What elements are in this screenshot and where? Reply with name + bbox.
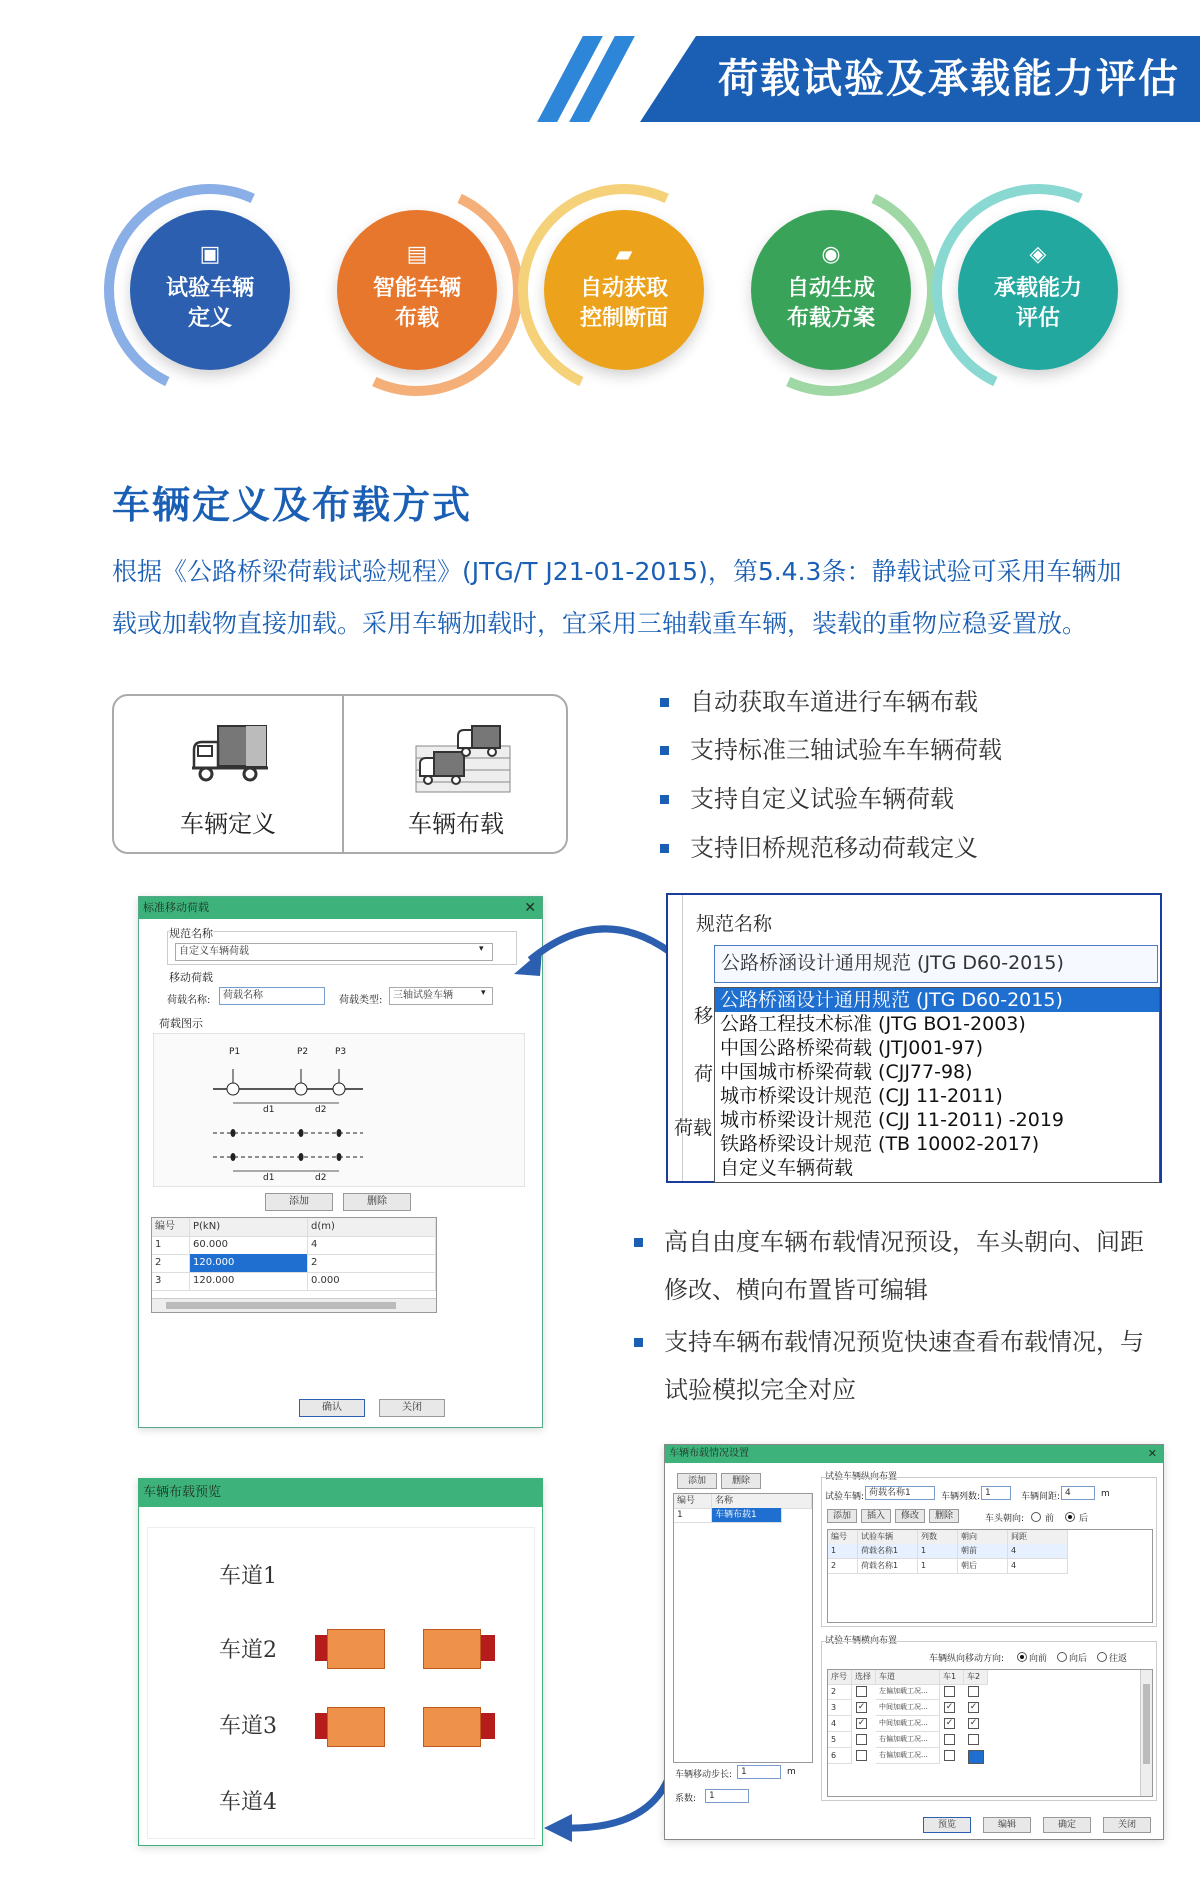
long-insert-button[interactable]: 插入: [861, 1509, 891, 1523]
vehicle-select[interactable]: 荷载名称1: [865, 1486, 935, 1500]
bullet-line: 试验模拟完全对应: [664, 1376, 856, 1404]
checkbox[interactable]: ✓: [857, 1702, 866, 1712]
table-cell: 5: [828, 1732, 852, 1748]
table-cell[interactable]: 右偏加载工况...: [876, 1748, 940, 1764]
dialog2-titlebar: [665, 1445, 1163, 1463]
checkbox[interactable]: [944, 1686, 955, 1697]
confirm-button[interactable]: 确认: [299, 1399, 365, 1417]
preview-canvas: [147, 1527, 535, 1839]
dropdown-option[interactable]: 城市桥梁设计规范 (CJJ 11-2011) -2019: [720, 1109, 1065, 1131]
table-header: 朝向: [958, 1530, 1008, 1545]
step-unit: m: [787, 1767, 796, 1777]
add-button[interactable]: 添加: [265, 1193, 333, 1211]
move-group-label: 移动荷载: [169, 971, 213, 984]
checkbox[interactable]: [968, 1686, 979, 1697]
load-type-select[interactable]: 三轴试验车辆: [389, 987, 493, 1005]
page-title: 荷载试验及承载能力评估: [718, 56, 1180, 102]
table-cell[interactable]: 1: [152, 1236, 190, 1255]
truck-icon: [188, 722, 270, 788]
table-header: 车道: [876, 1670, 940, 1685]
coef-label: 系数:: [675, 1794, 697, 1804]
spec-dropdown-window: [666, 893, 1162, 1183]
process-step: [958, 210, 1118, 370]
checkbox[interactable]: ✓: [969, 1702, 978, 1712]
table-header: 车1: [940, 1670, 964, 1685]
truck-body: [423, 1629, 481, 1669]
side-label: 移: [694, 1005, 714, 1027]
standard-load-dialog: [138, 896, 543, 1428]
checkbox[interactable]: [968, 1750, 984, 1764]
load-table: [151, 1217, 437, 1313]
bullet-item: 支持旧桥规范移动荷载定义: [690, 824, 978, 872]
users-icon: ◉: [821, 242, 841, 267]
move-both-radio[interactable]: [1097, 1652, 1107, 1662]
table-header: 间距: [1008, 1530, 1068, 1545]
loaded-trucks-icon: [414, 714, 514, 794]
long-delete-button[interactable]: 删除: [929, 1509, 959, 1523]
dialog2-title: 车辆布载情况设置: [669, 1448, 749, 1459]
checkbox[interactable]: [856, 1750, 867, 1761]
paragraph-line-2: 载或加载物直接加载。采用车辆加载时，宜采用三轴载重车辆，装载的重物应稳妥置放。: [112, 609, 1088, 638]
load-type-label: 荷载类型:: [339, 995, 383, 1006]
document-icon: ▤: [406, 242, 428, 267]
folder-icon: ▰: [615, 242, 633, 267]
process-step-label: 控制断面: [579, 306, 668, 331]
dialog-title: 标准移动荷载: [143, 901, 209, 914]
table-cell: 3: [828, 1700, 852, 1716]
side-label: 荷载: [674, 1117, 713, 1139]
table-header: P(kN): [190, 1218, 308, 1237]
bullet-line: 修改、横向布置皆可编辑: [664, 1276, 928, 1304]
bullet-item: [664, 1318, 1184, 1414]
load-preview-window: [138, 1478, 543, 1846]
close-button[interactable]: 关闭: [379, 1399, 445, 1417]
process-step: [751, 210, 911, 370]
table-cell[interactable]: 中间加载工况...: [876, 1700, 940, 1716]
spec-select[interactable]: 自定义车辆荷载: [175, 943, 493, 961]
chevron-down-icon: ▾: [479, 944, 484, 954]
dropdown-option[interactable]: 中国城市桥梁荷载 (CJJ77-98): [720, 1061, 973, 1083]
checkbox[interactable]: [944, 1750, 955, 1761]
bullet-line: 支持车辆布载情况预览快速查看布载情况，与: [664, 1328, 1144, 1356]
gap-unit: m: [1101, 1489, 1110, 1499]
clipboard-icon: ▣: [199, 242, 221, 267]
d1-label: d1: [263, 1105, 275, 1115]
table-cell[interactable]: 4: [1008, 1544, 1068, 1559]
spec-group-label: 规范名称: [169, 927, 213, 940]
process-step-label: 自动生成: [786, 276, 875, 301]
list-header: 编号: [674, 1494, 712, 1509]
preview-title: 车辆布载预览: [143, 1485, 222, 1500]
table-cell[interactable]: 朝后: [958, 1559, 1008, 1574]
load-name-label: 荷载名称:: [167, 995, 211, 1006]
grid-icon: ◈: [1029, 242, 1047, 267]
gap-input[interactable]: 4: [1061, 1486, 1095, 1500]
table-cell: 6: [828, 1748, 852, 1764]
table-header: 车2: [964, 1670, 988, 1685]
close-icon[interactable]: ✕: [524, 900, 536, 916]
direction-back-label: 后: [1079, 1514, 1089, 1524]
delete-config-button[interactable]: 删除: [721, 1473, 761, 1489]
table-header: 编号: [828, 1530, 858, 1545]
trans-group-label: 试验车辆横向布置: [825, 1636, 898, 1646]
d1-label: d1: [263, 1173, 275, 1183]
checkbox[interactable]: ✓: [857, 1718, 866, 1728]
table-cell[interactable]: 右偏加载工况...: [876, 1732, 940, 1748]
table-header: 列数: [918, 1530, 958, 1545]
delete-button[interactable]: 删除: [343, 1193, 411, 1211]
process-step-label: 布载: [394, 306, 439, 331]
vertical-scrollbar[interactable]: [1140, 1670, 1152, 1796]
config-list: [673, 1493, 813, 1763]
trans-table: [827, 1669, 1153, 1797]
spec-combobox[interactable]: 公路桥涵设计通用规范 (JTG D60-2015): [714, 945, 1158, 983]
checkbox[interactable]: ✓: [969, 1718, 978, 1728]
checkbox[interactable]: [856, 1686, 867, 1697]
step-input[interactable]: 1: [737, 1765, 781, 1779]
table-cell[interactable]: 左偏加载工况...: [876, 1684, 940, 1700]
preview-button[interactable]: 预览: [923, 1817, 971, 1833]
table-cell[interactable]: 2: [308, 1254, 436, 1273]
direction-front-radio[interactable]: [1031, 1512, 1041, 1522]
vehicle-load-setup-dialog: [664, 1444, 1164, 1840]
long-edit-button[interactable]: 修改: [895, 1509, 925, 1523]
dropdown-option[interactable]: 自定义车辆荷载: [720, 1157, 854, 1179]
table-cell[interactable]: 荷载名称1: [858, 1544, 918, 1559]
diagram-group-label: 荷载图示: [159, 1017, 203, 1030]
vehicle-label: 试验车辆:: [825, 1492, 865, 1502]
edit-button[interactable]: 编辑: [983, 1817, 1031, 1833]
preview-titlebar: [139, 1479, 542, 1507]
chevron-down-icon: ▾: [481, 988, 486, 998]
process-step: [130, 210, 290, 370]
table-cell[interactable]: 朝前: [958, 1544, 1008, 1559]
bullet-item: 支持自定义试验车辆荷载: [690, 775, 954, 823]
table-cell: 4: [828, 1716, 852, 1732]
truck-cab: [481, 1635, 495, 1661]
process-step-label: 布载方案: [786, 306, 875, 331]
load-name-input[interactable]: 荷载名称: [219, 987, 325, 1005]
long-add-button[interactable]: 添加: [827, 1509, 857, 1523]
close-button[interactable]: 关闭: [1103, 1817, 1151, 1833]
ok-button[interactable]: 确定: [1043, 1817, 1091, 1833]
list-header: 名称: [712, 1494, 812, 1509]
table-cell[interactable]: 中间加载工况...: [876, 1716, 940, 1732]
long-group-label: 试验车辆纵向布置: [825, 1472, 898, 1482]
gap-label: 车辆间距:: [1021, 1492, 1061, 1502]
dropdown-option[interactable]: 城市桥梁设计规范 (CJJ 11-2011): [720, 1085, 1003, 1107]
step-label: 车辆移动步长:: [675, 1770, 733, 1780]
direction-label: 车头朝向:: [985, 1514, 1025, 1524]
table-header: 编号: [152, 1218, 190, 1237]
truck-cab: [481, 1713, 495, 1739]
table-cell[interactable]: 2: [152, 1254, 190, 1273]
lane-label: 车道4: [219, 1790, 277, 1815]
table-cell[interactable]: 3: [152, 1272, 190, 1291]
process-step-label: 智能车辆: [372, 276, 461, 301]
table-cell[interactable]: 0.000: [308, 1272, 436, 1291]
table-cell[interactable]: 2: [828, 1559, 858, 1574]
dropdown-option[interactable]: 公路工程技术标准 (JTG BO1-2003): [720, 1013, 1026, 1035]
truck-body: [327, 1629, 385, 1669]
section-paragraph: [112, 546, 1192, 650]
table-cell[interactable]: 1: [918, 1544, 958, 1559]
table-cell[interactable]: 60.000: [190, 1236, 308, 1255]
process-step-label: 试验车辆: [165, 276, 254, 301]
p1-label: P1: [229, 1047, 241, 1057]
table-header: d(m): [308, 1218, 436, 1237]
direction-front-label: 前: [1045, 1514, 1055, 1524]
table-cell[interactable]: 4: [308, 1236, 436, 1255]
process-step-label: 承载能力: [993, 276, 1082, 301]
checkbox[interactable]: ✓: [945, 1702, 954, 1712]
table-header: 序号: [828, 1670, 852, 1685]
table-header: 试验车辆: [858, 1530, 918, 1545]
truck-body: [423, 1707, 481, 1747]
spec-name-label: 规范名称: [696, 913, 773, 935]
bullet-item: [664, 1218, 1184, 1314]
long-table: [827, 1529, 1153, 1623]
list-item[interactable]: 车辆布载1: [712, 1508, 782, 1523]
bullet-item: 自动获取车道进行车辆布载: [690, 678, 978, 726]
dropdown-option[interactable]: 中国公路桥梁荷载 (JTJ001-97): [720, 1037, 983, 1059]
table-cell[interactable]: 4: [1008, 1559, 1068, 1574]
table-cell[interactable]: 120.000: [190, 1272, 308, 1291]
close-icon[interactable]: ✕: [1147, 1447, 1157, 1460]
lane-label: 车道1: [219, 1564, 277, 1589]
section-title: 车辆定义及布载方式: [112, 483, 473, 527]
p3-label: P3: [335, 1047, 347, 1057]
add-config-button[interactable]: 添加: [677, 1473, 717, 1489]
paragraph-line-1: 根据《公路桥梁荷载试验规程》(JTG/T J21-01-2015)，第5.4.3条：静载试验可采用车辆加: [112, 557, 1122, 586]
truck-body: [327, 1707, 385, 1747]
move-back-label: 向后: [1069, 1654, 1088, 1664]
dropdown-option[interactable]: 铁路桥梁设计规范 (TB 10002-2017): [720, 1133, 1040, 1155]
direction-back-radio[interactable]: [1065, 1512, 1075, 1522]
process-step-label: 评估: [1015, 306, 1060, 331]
move-back-radio[interactable]: [1057, 1652, 1067, 1662]
arrow-connector-2: [530, 1770, 680, 1844]
coef-input[interactable]: 1: [705, 1789, 749, 1803]
table-header: 选择: [852, 1670, 876, 1685]
move-forward-radio[interactable]: [1017, 1652, 1027, 1662]
table-cell[interactable]: 1: [828, 1544, 858, 1559]
p2-label: P2: [297, 1047, 309, 1057]
table-cell[interactable]: 120.000: [190, 1254, 308, 1273]
process-step-label: 定义: [187, 306, 232, 331]
checkbox[interactable]: ✓: [945, 1718, 954, 1728]
move-forward-label: 向前: [1029, 1654, 1048, 1664]
checkbox[interactable]: [968, 1734, 979, 1745]
bullet-line: 高自由度车辆布载情况预设，车头朝向、间距: [664, 1228, 1144, 1256]
count-label: 车辆列数:: [941, 1492, 981, 1502]
checkbox[interactable]: [944, 1734, 955, 1745]
bullet-item: 支持标准三轴试验车车辆荷载: [690, 726, 1002, 774]
lane-label: 车道3: [219, 1714, 277, 1739]
process-step-label: 自动获取: [579, 276, 668, 301]
table-cell[interactable]: 荷载名称1: [858, 1559, 918, 1574]
count-input[interactable]: 1: [981, 1486, 1011, 1500]
d2-label: d2: [315, 1173, 327, 1183]
move-dir-label: 车辆纵向移动方向:: [929, 1654, 1005, 1664]
lane-label: 车道2: [219, 1638, 277, 1663]
process-step: [544, 210, 704, 370]
move-both-label: 往返: [1109, 1654, 1128, 1664]
d2-label: d2: [315, 1105, 327, 1115]
vehicle-load-label: 车辆布载: [408, 810, 504, 838]
table-cell[interactable]: 1: [918, 1559, 958, 1574]
list-item[interactable]: 1: [674, 1508, 712, 1523]
checkbox[interactable]: [856, 1734, 867, 1745]
vehicle-feature-box: [112, 694, 568, 854]
dialog-titlebar: [139, 897, 542, 919]
process-step: [337, 210, 497, 370]
horizontal-scrollbar[interactable]: [152, 1298, 436, 1312]
vehicle-define-label: 车辆定义: [180, 810, 276, 838]
dropdown-option[interactable]: 公路桥涵设计通用规范 (JTG D60-2015): [720, 989, 1063, 1011]
table-cell: 2: [828, 1684, 852, 1700]
side-label: 荷: [694, 1063, 714, 1085]
arrow-connector-1: [500, 912, 680, 1002]
